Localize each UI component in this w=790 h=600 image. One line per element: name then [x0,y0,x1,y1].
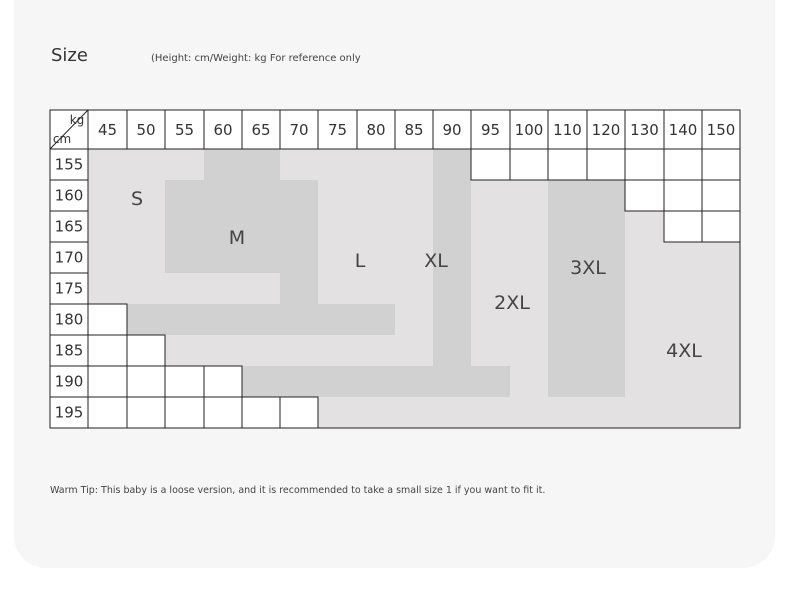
height-label: 170 [54,248,84,267]
weight-label: 70 [289,121,309,139]
zone-l-cell [318,273,433,304]
zone-l-cell [318,180,433,211]
height-label: 185 [54,341,84,360]
zone-s-cell [88,273,280,304]
height-label: 175 [54,279,84,298]
zone-xl-cell [433,180,471,211]
weight-label: 50 [136,121,156,139]
zone-l-cell [318,211,433,242]
weight-label: 75 [327,121,348,139]
height-label: 180 [54,310,84,329]
weight-label: 80 [366,121,386,139]
zone-m-cell [280,273,318,304]
corner-height-unit: cm [52,132,72,146]
height-label: 190 [54,372,84,391]
zone-3xl-cell [548,304,625,335]
zone-2xl-cell [471,180,548,211]
zone-xl-cell [433,149,471,180]
zone-3xl-cell [548,211,625,242]
weight-label: 65 [251,121,271,139]
weight-label: 130 [630,121,659,139]
zone-xl-cell [433,335,471,366]
weight-label: 95 [480,121,501,139]
zone-m-cell [127,304,395,335]
zone-3xl-cell [548,366,625,397]
zone-2xl-cell [471,335,548,366]
zone-s-cell [88,242,165,273]
zone-m-cell [204,149,280,180]
height-label: 160 [54,186,84,205]
weight-label: 100 [514,121,544,139]
zone-label-xl: XL [424,250,448,272]
zone-3xl-cell [548,180,625,211]
zone-2xl-cell [318,397,587,428]
zone-xl-cell [433,304,471,335]
zone-4xl-cell [625,211,664,242]
zone-label-l: L [354,250,366,272]
height-label: 195 [54,403,84,422]
corner-weight-unit: kg [69,113,85,127]
zone-label-s: S [130,188,144,210]
page-title: Size [51,45,88,66]
weight-label: 55 [174,121,195,139]
zone-label-2xl: 2XL [494,292,530,314]
weight-label: 110 [553,121,582,139]
zone-4xl-cell [625,366,740,397]
zone-label-m: M [228,227,246,249]
zone-l-cell [318,242,433,273]
zone-s-cell [88,180,165,211]
weight-label: 90 [442,121,462,139]
weight-label: 120 [591,121,621,139]
warm-tip: Warm Tip: This baby is a loose version, and it is recommended to take a small size 1 if you want to fit it. [50,485,546,496]
weight-label: 85 [404,121,424,139]
weight-label: 60 [213,121,233,139]
weight-label: 45 [97,121,118,139]
height-label: 165 [54,217,84,236]
zone-3xl-cell [548,335,625,366]
zone-xl-cell [433,273,471,304]
zone-2xl-cell [471,242,548,273]
zone-label-4xl: 4XL [666,340,702,362]
page-subtitle: (Height: cm/Weight: kg For reference only [151,53,361,64]
zone-label-3xl: 3XL [570,257,606,279]
zone-2xl-cell [510,366,548,397]
zone-4xl-cell [625,242,740,273]
height-label: 155 [54,155,84,174]
zone-l-cell [395,304,433,335]
zone-l-cell [165,335,433,366]
weight-label: 140 [668,121,698,139]
zone-s-cell [88,149,204,180]
zone-4xl-cell [625,273,740,304]
zone-xl-cell [433,211,471,242]
zone-xl-cell [242,366,510,397]
zone-2xl-cell [471,211,548,242]
zone-m-cell [165,180,318,211]
zone-s-cell [88,211,165,242]
zone-4xl-cell [625,304,740,335]
zone-4xl-cell [587,397,740,428]
zone-l-cell [280,149,433,180]
weight-label: 150 [706,121,736,139]
